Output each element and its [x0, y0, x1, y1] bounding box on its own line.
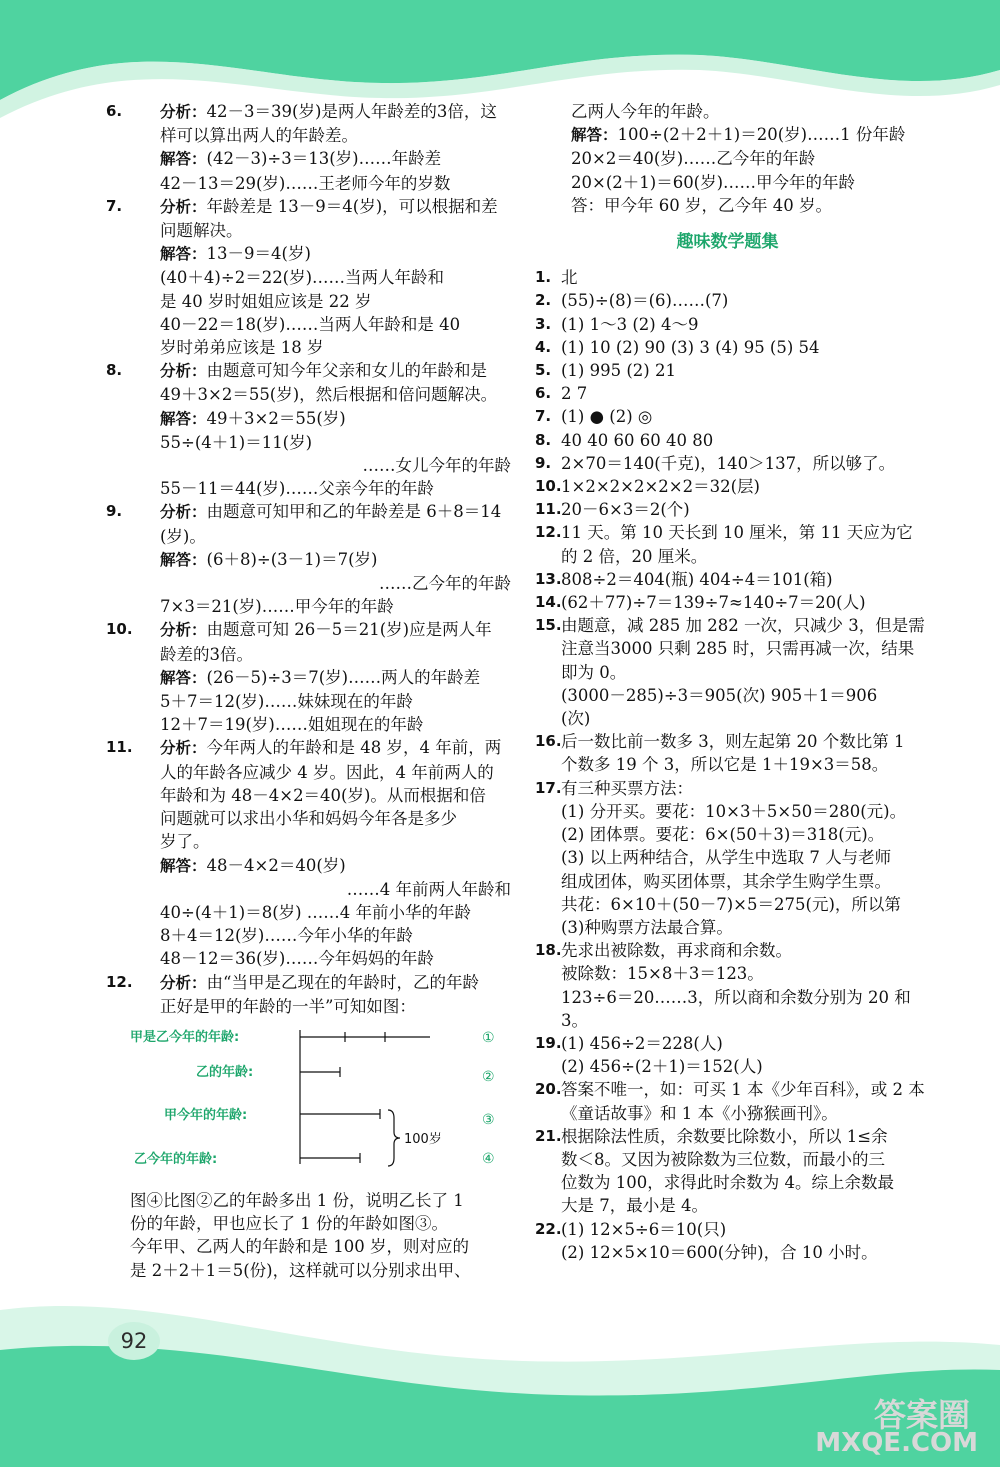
- line-label: 分析：: [160, 621, 207, 640]
- line-label: 解答：: [160, 150, 207, 169]
- answer-item: [535, 1078, 925, 1124]
- continued-answer: [535, 100, 920, 217]
- answer-item: [106, 500, 515, 618]
- right-column: [535, 100, 925, 1264]
- item-number: 20.: [535, 1080, 562, 1099]
- text-line: 42－13＝29(岁)……王老师今年的岁数: [160, 173, 451, 193]
- item-number: 18.: [535, 941, 562, 960]
- line-label: 分析：: [160, 362, 207, 381]
- text-line: 人的年龄各应减少 4 岁。因此，4 年前两人的: [160, 762, 494, 782]
- text-line: 北: [561, 268, 578, 288]
- diagram-label: 甲今年的年龄:: [164, 1107, 248, 1123]
- line-text: 100÷(2＋2＋1)＝20(岁)……1 份年龄: [617, 125, 906, 145]
- item-number: 7.: [535, 407, 552, 426]
- answer-item: [535, 1032, 920, 1078]
- text-line: (3)种购票方法最合算。: [561, 917, 733, 937]
- item-number: 11.: [106, 738, 133, 757]
- left-column: [106, 100, 515, 1282]
- text-line: 由题意，减 285 加 282 一次，只减少 3，但是需: [561, 616, 925, 636]
- text-line: (40＋4)÷2＝22(岁)……当两人年龄和: [160, 268, 445, 288]
- text-line: 根据除法性质，余数要比除数小，所以 1≤余: [561, 1126, 888, 1146]
- item-number: 9.: [106, 502, 123, 521]
- text-line: 乙两人今年的年龄。: [571, 102, 720, 121]
- item-number: 15.: [535, 616, 562, 635]
- text-line: (2) 团体票。要花：6×(50＋3)＝318(元)。: [561, 825, 885, 845]
- answer-item: [535, 429, 920, 452]
- text-line: 的 2 倍，20 厘米。: [561, 546, 708, 566]
- line-label: 分析：: [160, 503, 207, 522]
- text-line: 20－6×3＝2(个): [561, 500, 690, 520]
- text-line: [160, 666, 515, 690]
- item-number: 22.: [535, 1219, 562, 1238]
- item-number: 19.: [535, 1033, 562, 1052]
- text-line: 20×(2＋1)＝60(岁)……甲今年的年龄: [571, 172, 856, 192]
- item-number: 12.: [106, 972, 133, 991]
- text-line: [160, 100, 515, 124]
- line-text: (6＋8)÷(3－1)＝7(岁): [206, 549, 378, 569]
- answer-item: [535, 266, 920, 289]
- item-number: 17.: [535, 778, 562, 797]
- line-text: 48－4×2＝40(岁): [206, 855, 346, 875]
- answer-item: [535, 591, 920, 614]
- answer-item: [106, 736, 515, 970]
- watermark-logo: 答案圈: [873, 1396, 970, 1434]
- answer-item: [535, 405, 920, 428]
- text-line: 40÷(4＋1)＝8(岁) ……4 年前小华的年龄: [160, 902, 472, 922]
- text-line: [160, 242, 515, 266]
- text-line: 位数为 100，求得此时余数为 4。综上余数最: [561, 1173, 894, 1193]
- line-text: (42－3)÷3＝13(岁)……年龄差: [206, 149, 442, 169]
- answer-item: [535, 614, 925, 730]
- text-line: [160, 854, 515, 878]
- answer-item: [106, 100, 515, 195]
- diagram-explanation: [130, 1189, 515, 1282]
- text-line: 先求出被除数，再求商和余数。: [561, 941, 792, 961]
- line-label: 分析：: [160, 103, 207, 121]
- text-line: (62＋77)÷7＝139÷7≈140÷7＝20(人): [561, 593, 866, 613]
- answer-item: [535, 475, 920, 498]
- line-text: 年龄差是 13－9＝4(岁)，可以根据和差: [206, 196, 498, 216]
- item-number: 3.: [535, 314, 552, 333]
- text-line: 个数多 19 个 3，所以它是 1＋19×3＝58。: [561, 755, 889, 775]
- text-line: [160, 359, 515, 383]
- item-number: 1.: [535, 268, 552, 287]
- text-line: 55÷(4＋1)＝11(岁): [160, 432, 313, 452]
- item-number: 8.: [106, 361, 123, 380]
- text-line: 2×70＝140(千克)，140＞137，所以够了。: [561, 453, 896, 473]
- diagram-label: 乙今年的年龄:: [134, 1151, 218, 1167]
- line-text: 13－9＝4(岁): [206, 244, 311, 264]
- line-label: 解答：: [160, 409, 207, 428]
- text-line: (岁)。: [160, 526, 206, 546]
- age-diagram: [130, 1024, 515, 1179]
- text-line: 123÷6＝20……3，所以商和余数分别为 20 和: [561, 987, 911, 1007]
- text-line: 12＋7＝19(岁)……姐姐现在的年龄: [160, 715, 424, 735]
- text-line: [160, 971, 515, 995]
- text-line: 样可以算出两人的年龄差。: [160, 126, 358, 146]
- text-line: [160, 407, 515, 431]
- line-label: 分析：: [160, 197, 207, 216]
- line-label: 分析：: [160, 973, 207, 992]
- answer-item: [535, 1125, 920, 1218]
- text-line: (1) 10 (2) 90 (3) 3 (4) 95 (5) 54: [561, 337, 820, 357]
- text-line: [571, 123, 920, 147]
- item-number: 10.: [535, 477, 562, 496]
- item-number: 6.: [535, 384, 552, 403]
- text-line: 大是 7，最小是 4。: [561, 1196, 708, 1216]
- answer-item: [535, 382, 920, 405]
- line-label: 分析：: [160, 739, 207, 758]
- text-line: (1) 分开买。要花：10×3＋5×50＝280(元)。: [561, 801, 907, 821]
- item-number: 10.: [106, 620, 133, 639]
- text-line: [160, 548, 515, 572]
- text-line: 共花：6×10＋(50－7)×5＝275(元)，所以第: [561, 894, 901, 914]
- text-line: (2) 12×5×10＝600(分钟)，合 10 小时。: [561, 1242, 878, 1262]
- item-number: 21.: [535, 1126, 562, 1145]
- text-line: ……乙今年的年龄: [379, 574, 511, 594]
- brace-label: 100岁: [404, 1131, 442, 1147]
- line-text: 由题意可知今年父亲和女儿的年龄和是: [206, 361, 488, 381]
- diagram-marker: ③: [482, 1111, 495, 1128]
- text-line: (2) 456÷(2＋1)＝152(人): [561, 1057, 763, 1077]
- text-line: 8＋4＝12(岁)……今年小华的年龄: [160, 926, 413, 946]
- line-label: 解答：: [160, 550, 207, 569]
- text-line: 是 2＋2＋1＝5(份)，这样就可以分别求出甲、: [130, 1260, 471, 1280]
- text-line: (1) 995 (2) 21: [561, 361, 676, 381]
- text-line: 答：甲今年 60 岁，乙今年 40 岁。: [571, 195, 832, 215]
- diagram-marker: ④: [482, 1150, 495, 1167]
- answer-item: [535, 336, 920, 359]
- answer-item: [535, 498, 920, 521]
- text-line: 是 40 岁时姐姐应该是 22 岁: [160, 291, 372, 311]
- brace-mark: [388, 1110, 400, 1166]
- text-line: (3) 以上两种结合，从学生中选取 7 人与老师: [561, 848, 892, 868]
- line-text: 由题意可知 26－5＝21(岁)应是两人年: [206, 620, 492, 640]
- line-text: 由“当甲是乙现在的年龄时，乙的年龄: [206, 972, 479, 992]
- answer-item: [535, 777, 920, 939]
- text-line: 有三种买票方法：: [561, 778, 693, 798]
- text-line: 40－22＝18(岁)……当两人年龄和是 40: [160, 314, 461, 334]
- text-line: [160, 147, 515, 171]
- page-number: 92: [108, 1322, 160, 1360]
- text-line: 问题解决。: [160, 221, 243, 241]
- text-line: [160, 618, 515, 642]
- item-number: 12.: [535, 523, 562, 542]
- text-line: 20×2＝40(岁)……乙今年的年龄: [571, 149, 816, 169]
- text-line: 1×2×2×2×2×2＝32(层): [561, 477, 760, 497]
- text-line: 注意当3000 只剩 285 时，只需再减一次，结果: [561, 639, 915, 659]
- item-number: 8.: [535, 430, 552, 449]
- text-line: 数＜8。又因为被除数为三位数，而最小的三: [561, 1149, 885, 1169]
- text-line: (1) 456÷2＝228(人): [561, 1033, 723, 1053]
- section-title: 趣味数学题集: [676, 232, 779, 253]
- answer-item: [535, 452, 920, 475]
- text-line: 808÷2＝404(瓶) 404÷4＝101(箱): [561, 569, 833, 589]
- text-line: [160, 736, 515, 760]
- text-line: 3。: [561, 1010, 588, 1030]
- text-line: 11 天。第 10 天长到 10 厘米，第 11 天应为它: [561, 523, 913, 543]
- text-line: 40 40 60 60 40 80: [561, 430, 714, 450]
- text-line: 份的年龄，甲也应长了 1 份的年龄如图③。: [130, 1214, 448, 1234]
- text-line: 后一数比前一数多 3，则左起第 20 个数比第 1: [561, 732, 905, 752]
- line-label: 解答：: [160, 856, 207, 875]
- item-number: 6.: [106, 102, 123, 120]
- line-label: 解答：: [571, 126, 618, 145]
- text-line: [160, 195, 515, 219]
- item-number: 7.: [106, 196, 123, 215]
- text-line: 岁时弟弟应该是 18 岁: [160, 338, 324, 358]
- line-label: 解答：: [160, 245, 207, 264]
- text-line: (1) ● (2) ◎: [561, 407, 653, 427]
- item-number: 4.: [535, 337, 552, 356]
- item-number: 16.: [535, 732, 562, 751]
- text-line: 5＋7＝12(岁)……妹妹现在的年龄: [160, 692, 413, 712]
- answer-item: [106, 618, 515, 736]
- answer-item: [535, 568, 920, 591]
- line-text: (26－5)÷3＝7(岁)……两人的年龄差: [206, 667, 481, 687]
- answer-item: [535, 521, 920, 567]
- line-text: 49＋3×2＝55(岁): [206, 408, 346, 428]
- text-line: 问题就可以求出小华和妈妈今年各是多少: [160, 809, 457, 829]
- text-line: (1) 12×5÷6＝10(只): [561, 1219, 727, 1239]
- watermark-url: MXQE.COM: [815, 1428, 978, 1458]
- text-line: 55－11＝44(岁)……父亲今年的年龄: [160, 479, 434, 499]
- diagram-label: 乙的年龄:: [196, 1064, 254, 1080]
- diagram-marker: ①: [482, 1029, 495, 1046]
- text-line: 被除数：15×8＋3＝123。: [561, 964, 764, 984]
- item-number: 13.: [535, 569, 562, 588]
- text-line: ……女儿今年的年龄: [362, 456, 511, 476]
- text-line: 年龄和为 48－4×2＝40(岁)。从而根据和倍: [160, 785, 486, 805]
- text-line: 龄差的3倍。: [160, 644, 253, 664]
- text-line: 正好是甲的年龄的一半”可知如图：: [160, 996, 416, 1016]
- answer-item: [535, 1218, 920, 1264]
- text-line: 《童话故事》和 1 本《小猕猴画刊》。: [561, 1103, 838, 1123]
- text-line: (3000－285)÷3＝905(次) 905＋1＝906: [561, 685, 878, 705]
- item-number: 11.: [535, 500, 562, 519]
- line-text: 今年两人的年龄和是 48 岁，4 年前，两: [206, 738, 502, 758]
- answer-item: [535, 289, 920, 312]
- text-line: (1) 1～3 (2) 4～9: [561, 314, 699, 334]
- item-number: 5.: [535, 361, 552, 380]
- answer-item: [535, 359, 920, 382]
- text-line: 2 7: [561, 384, 588, 404]
- item-number: 9.: [535, 453, 552, 472]
- line-text: 42－3＝39(岁)是两人年龄差的3倍，这: [206, 102, 497, 121]
- diagram-label: 甲是乙今年的年龄:: [130, 1029, 240, 1045]
- answer-item: [535, 939, 920, 1032]
- line-label: 解答：: [160, 668, 207, 687]
- answer-item: [106, 195, 515, 359]
- text-line: 组成团体，购买团体票，其余学生购学生票。: [561, 871, 891, 891]
- item-number: 2.: [535, 291, 552, 310]
- answer-item: [106, 359, 515, 500]
- answer-item: [535, 313, 920, 336]
- text-line: 图④比图②乙的年龄多出 1 份，说明乙长了 1: [130, 1190, 464, 1210]
- line-text: 由题意可知甲和乙的年龄差是 6＋8＝14: [206, 502, 502, 522]
- text-line: ……4 年前两人年龄和: [346, 879, 511, 899]
- text-line: 48－12＝36(岁)……今年妈妈的年龄: [160, 949, 434, 969]
- text-line: 7×3＝21(岁)……甲今年的年龄: [160, 597, 394, 617]
- text-line: (次): [561, 709, 591, 729]
- diagram-marker: ②: [482, 1068, 495, 1085]
- text-line: 即为 0。: [561, 662, 627, 682]
- text-line: 岁了。: [160, 832, 210, 852]
- text-line: 今年甲、乙两人的年龄和是 100 岁，则对应的: [130, 1237, 469, 1257]
- diagram-lines: [130, 1024, 515, 1179]
- text-line: 49＋3×2＝55(岁)，然后根据和倍问题解决。: [160, 385, 498, 405]
- text-line: 答案不唯一，如：可买 1 本《少年百科》，或 2 本: [561, 1080, 925, 1100]
- text-line: (55)÷(8)＝(6)……(7): [561, 291, 729, 311]
- item-number: 14.: [535, 593, 562, 612]
- answer-item: [535, 730, 920, 776]
- answer-item: [106, 971, 515, 1018]
- text-line: [160, 500, 515, 524]
